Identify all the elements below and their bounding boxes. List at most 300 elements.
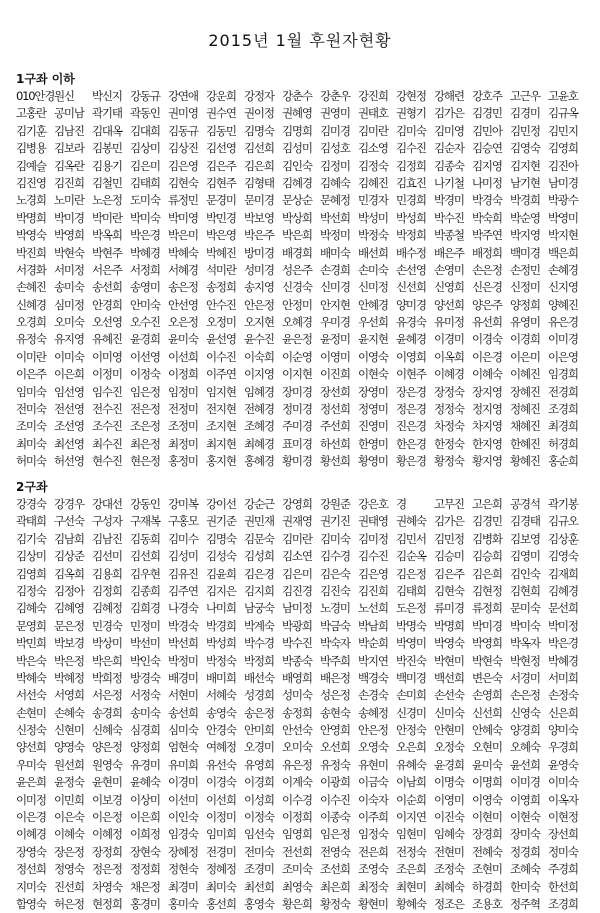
- donor-name: 양미경: [396, 297, 426, 312]
- donor-name: 유미정: [434, 315, 464, 330]
- donor-name: 이남희: [396, 775, 426, 790]
- donor-name: 우미경: [320, 315, 350, 330]
- donor-name: 곽동인: [130, 106, 160, 121]
- donor-name: 김민지: [548, 123, 578, 138]
- donor-name: 정정희: [130, 862, 160, 877]
- donor-name: 김경민: [472, 514, 502, 529]
- donor-name: 임혜경: [244, 384, 274, 399]
- section-heading-1: 1구좌 이하: [16, 72, 75, 86]
- donor-name: 박미영: [168, 210, 198, 225]
- donor-name: 곽기봉: [548, 497, 578, 511]
- donor-name: 이수진: [320, 792, 350, 807]
- donor-name: 이지연: [396, 810, 426, 825]
- donor-name: 박옥자: [510, 636, 540, 651]
- donor-name: 박미숙: [510, 618, 540, 633]
- donor-name: 최혜경: [244, 436, 274, 451]
- donor-name: 석미란: [206, 262, 236, 277]
- donor-name: 이정희: [282, 810, 312, 825]
- donor-name: 신혜숙: [92, 723, 122, 738]
- donor-name: 김옥희: [54, 566, 84, 581]
- donor-name: 김은희: [244, 158, 274, 173]
- donor-name: 김남희: [54, 531, 84, 546]
- donor-name: 김주연: [168, 583, 198, 598]
- donor-name: 곽태희: [16, 514, 46, 529]
- donor-name: 박보경: [54, 636, 84, 651]
- donor-name: 안혜숙: [472, 723, 502, 738]
- donor-name: 유경숙: [396, 315, 426, 330]
- donor-name: 차지영: [472, 419, 502, 434]
- donor-name: 성은정: [320, 688, 350, 703]
- donor-name: 정선희: [320, 402, 350, 417]
- donor-name: 김혜영: [54, 601, 84, 616]
- donor-name: 이선희: [206, 792, 236, 807]
- donor-name: 임선숙: [244, 827, 274, 842]
- donor-name: 김동규: [168, 123, 198, 138]
- donor-name: 차정숙: [434, 419, 464, 434]
- donor-name: 박신지: [92, 89, 122, 103]
- donor-name: 최현미: [396, 879, 426, 894]
- donor-name: 박영미: [396, 636, 426, 651]
- donor-name: 김용희: [92, 566, 122, 581]
- donor-name: 김상준: [54, 549, 84, 564]
- donor-name: 정영숙: [54, 862, 84, 877]
- donor-name: 김남진: [54, 123, 84, 138]
- page-title: 2015년 1월 후원자현황: [208, 31, 392, 50]
- donor-name: 배수정: [396, 245, 426, 260]
- donor-name: 박숙자: [320, 636, 350, 651]
- donor-name: 진영미: [358, 419, 388, 434]
- donor-name: 변은숙: [472, 670, 502, 685]
- donor-name: 김옥란: [54, 158, 84, 173]
- donor-name: 김동민: [206, 123, 236, 138]
- donor-name: 조정미: [168, 419, 198, 434]
- donor-name: 주선희: [320, 419, 350, 434]
- donor-name: 이은영: [548, 349, 578, 364]
- donor-name: 이주희: [358, 810, 388, 825]
- donor-name: 박선미: [130, 636, 160, 651]
- donor-name: 백은희: [548, 245, 578, 260]
- donor-name: 김예슬: [16, 158, 46, 173]
- donor-name: 이현정: [548, 810, 578, 825]
- donor-name: 안수진: [206, 297, 236, 312]
- donor-name: 강현정: [396, 89, 426, 103]
- donor-name: 안미희: [244, 723, 274, 738]
- donor-name: 이은미: [510, 349, 540, 364]
- donor-name: 김수진: [396, 141, 426, 156]
- donor-name: 전경희: [548, 384, 578, 399]
- donor-name: 한영미: [358, 436, 388, 451]
- donor-name: 이경미: [168, 775, 198, 790]
- donor-name: 박정희: [396, 228, 426, 243]
- donor-name: 이보경: [92, 792, 122, 807]
- donor-name: 서혜숙: [206, 688, 236, 703]
- donor-name: 남미경: [548, 175, 578, 190]
- donor-name: 유혜진: [92, 332, 122, 347]
- donor-name: 임혜숙: [434, 827, 464, 842]
- donor-name: 서정희: [130, 262, 160, 277]
- donor-name: 김수경: [320, 549, 350, 564]
- donor-name: 문혜정: [320, 193, 350, 208]
- donor-name: 최경미: [168, 879, 198, 894]
- donor-name: 함영숙: [16, 896, 46, 911]
- donor-name: 한혜진: [510, 436, 540, 451]
- donor-name: 강춘우: [320, 89, 350, 103]
- donor-name: 배경희: [282, 245, 312, 260]
- donor-name: 강춘수: [282, 89, 312, 103]
- donor-name: 김지은: [206, 583, 236, 598]
- donor-name: 손선영: [396, 262, 426, 277]
- donor-name: 이숙자: [358, 792, 388, 807]
- donor-name: 권태영: [358, 514, 388, 529]
- donor-name: 조영숙: [358, 862, 388, 877]
- donor-name: 정미경: [282, 402, 312, 417]
- donor-name: 최영숙: [282, 879, 312, 894]
- donor-name: 안혜경: [358, 297, 388, 312]
- donor-name: 송경희: [92, 705, 122, 720]
- donor-name: 조미숙: [16, 419, 46, 434]
- donor-name: 박민희: [16, 636, 46, 651]
- donor-name: 장영미: [358, 384, 388, 399]
- donor-name: 박계숙: [244, 618, 274, 633]
- donor-name: 배선숙: [244, 670, 274, 685]
- donor-name: 최선희: [244, 879, 274, 894]
- donor-name: 김상진: [168, 141, 198, 156]
- donor-name: 우선희: [358, 315, 388, 330]
- donor-name: 안지현: [320, 297, 350, 312]
- donor-name: 정현숙: [168, 862, 198, 877]
- donor-name: 현정희: [92, 896, 122, 911]
- donor-name: 박주연: [472, 228, 502, 243]
- donor-name: 김영미: [510, 549, 540, 564]
- donor-name: 안경숙: [206, 723, 236, 738]
- donor-name: 안정미: [282, 297, 312, 312]
- donor-name: 박혜경: [130, 245, 160, 260]
- donor-name: 김기훈: [16, 123, 46, 138]
- donor-name: 양선희: [434, 297, 464, 312]
- donor-name: 나기철: [434, 175, 464, 190]
- donor-name: 오은정: [168, 315, 198, 330]
- donor-name: 황미경: [282, 454, 312, 469]
- donor-name: 신혜경: [16, 297, 46, 312]
- donor-name: 이영희: [510, 792, 540, 807]
- donor-name: 김미숙: [320, 531, 350, 546]
- donor-name: 전은희: [358, 844, 388, 859]
- donor-name: 박현숙: [54, 245, 84, 260]
- donor-name: 김동희: [130, 531, 160, 546]
- donor-name: 강진희: [358, 89, 388, 103]
- donor-name: 남궁숙: [244, 601, 274, 616]
- donor-name: 강은호: [358, 497, 388, 511]
- donor-name: 윤지현: [358, 332, 388, 347]
- donor-name: 홍혜경: [244, 454, 274, 469]
- donor-name: 조선희: [320, 862, 350, 877]
- donor-name: 김용기: [92, 158, 122, 173]
- donor-name: 최혜숙: [434, 879, 464, 894]
- donor-name: 김선영: [206, 141, 236, 156]
- donor-name: 신은경: [472, 280, 502, 295]
- donor-name: 박경미: [434, 193, 464, 208]
- donor-name: 한선희: [548, 879, 578, 894]
- donor-name: 이미숙: [548, 775, 578, 790]
- donor-name: 전혜경: [244, 402, 274, 417]
- donor-name: 경: [396, 497, 406, 511]
- donor-name: 윤은정: [282, 332, 312, 347]
- donor-name: 장영숙: [16, 844, 46, 859]
- donor-name: 오미숙: [282, 740, 312, 755]
- donor-name: 장미경: [282, 384, 312, 399]
- donor-name: 이현주: [396, 367, 426, 382]
- donor-name: 박광희: [282, 618, 312, 633]
- donor-name: 송정희: [206, 280, 236, 295]
- donor-name: 김승미: [434, 549, 464, 564]
- donor-name: 김미란: [282, 531, 312, 546]
- donor-name: 성은주: [282, 262, 312, 277]
- donor-name: 황혜숙: [396, 896, 426, 911]
- donor-name: 오지현: [244, 315, 274, 330]
- donor-name: 지미숙: [16, 879, 46, 894]
- donor-name: 오영숙: [358, 740, 388, 755]
- donor-name: 배은정: [320, 670, 350, 685]
- donor-name: 권민재: [244, 514, 274, 529]
- donor-name: 이혜경: [434, 367, 464, 382]
- donor-name: 박현정: [510, 653, 540, 668]
- donor-name: 강운희: [206, 89, 236, 103]
- donor-name: 노경미: [320, 601, 350, 616]
- donor-name: 박은주: [244, 228, 274, 243]
- donor-name: 권기진: [320, 514, 350, 529]
- donor-name: 장선희: [548, 827, 578, 842]
- donor-name: 나미정: [472, 175, 502, 190]
- donor-name: 방경숙: [130, 670, 160, 685]
- donor-name: 전미숙: [16, 402, 46, 417]
- donor-name: 민경희: [396, 193, 426, 208]
- donor-name: 신정숙: [16, 723, 46, 738]
- donor-name: 김은영: [358, 566, 388, 581]
- donor-name: 이계숙: [282, 775, 312, 790]
- donor-name: 김혜정: [92, 601, 122, 616]
- donor-name: 김은주: [434, 566, 464, 581]
- donor-name: 전수진: [92, 402, 122, 417]
- donor-name: 김규오: [548, 514, 578, 529]
- donor-name: 최지현: [206, 436, 236, 451]
- donor-name: 안정숙: [396, 723, 426, 738]
- donor-name: 전미숙: [244, 844, 274, 859]
- donor-name: 김상미: [130, 141, 160, 156]
- donor-name: 이옥자: [548, 792, 578, 807]
- donor-name: 박지연: [358, 653, 388, 668]
- donor-name: 박민경: [206, 210, 236, 225]
- donor-name: 김진경: [282, 583, 312, 598]
- donor-name: 이명숙: [434, 775, 464, 790]
- donor-name: 전혜숙: [472, 844, 502, 859]
- donor-name: 이정미: [206, 810, 236, 825]
- donor-name: 김민서: [396, 531, 426, 546]
- donor-name: 유혜숙: [396, 757, 426, 772]
- donor-name: 이금숙: [358, 775, 388, 790]
- donor-name: 박순영: [510, 210, 540, 225]
- donor-name: 신현미: [54, 723, 84, 738]
- donor-name: 배미숙: [320, 245, 350, 260]
- donor-name: 강대선: [92, 497, 122, 511]
- donor-name: 김은정: [396, 566, 426, 581]
- donor-name: 김진희: [54, 175, 84, 190]
- donor-name: 김미경: [320, 123, 350, 138]
- donor-name: 박현주: [92, 245, 122, 260]
- donor-name: 조선영: [54, 419, 84, 434]
- donor-name: 김가은: [434, 514, 464, 529]
- donor-name: 송선희: [168, 705, 198, 720]
- donor-name: 고근우: [510, 89, 540, 103]
- donor-name: 신정미: [510, 280, 540, 295]
- donor-name: 양혜진: [548, 297, 578, 312]
- donor-name: 박상희: [282, 210, 312, 225]
- donor-name: 김성희: [244, 549, 274, 564]
- donor-name: 허경희: [548, 436, 578, 451]
- donor-name: 조은희: [396, 862, 426, 877]
- donor-name: 조수진: [92, 419, 122, 434]
- donor-name: 우경희: [548, 740, 578, 755]
- donor-name: 김혜숙: [16, 601, 46, 616]
- donor-name: 손현미: [16, 705, 46, 720]
- donor-name: 류미경: [434, 601, 464, 616]
- donor-name: 이경희: [244, 775, 274, 790]
- donor-name: 차영숙: [92, 879, 122, 894]
- donor-name: 전현미: [434, 844, 464, 859]
- donor-name: 안선영: [168, 297, 198, 312]
- donor-name: 하경희: [472, 879, 502, 894]
- donor-name: 정조은: [434, 896, 464, 911]
- donor-name: 장현숙: [130, 844, 160, 859]
- donor-name: 한정숙: [434, 436, 464, 451]
- donor-name: 문미숙: [510, 601, 540, 616]
- donor-name: 유현미: [358, 757, 388, 772]
- donor-name: 박명희: [434, 618, 464, 633]
- donor-name: 박성미: [358, 210, 388, 225]
- donor-name: 심미정: [54, 297, 84, 312]
- donor-name: 원영숙: [92, 757, 122, 772]
- donor-name: 신선희: [396, 280, 426, 295]
- donor-name: 조용호: [472, 896, 502, 911]
- donor-name: 손미숙: [358, 262, 388, 277]
- donor-name: 장경희: [472, 827, 502, 842]
- donor-name: 손선숙: [434, 688, 464, 703]
- donor-name: 김보라: [54, 141, 84, 156]
- donor-name: 이민희: [54, 792, 84, 807]
- donor-name: 박지현: [548, 228, 578, 243]
- donor-name: 김정희: [92, 583, 122, 598]
- donor-name: 안미숙: [130, 297, 160, 312]
- donor-name: 강동인: [130, 497, 160, 511]
- donor-name: 장혜진: [510, 384, 540, 399]
- donor-name: 임경희: [548, 367, 578, 382]
- donor-name: 서경화: [16, 262, 46, 277]
- donor-name: 전정미: [168, 402, 198, 417]
- donor-name: 김순자: [434, 141, 464, 156]
- donor-name: 문미경: [244, 193, 274, 208]
- donor-name: 김인숙: [510, 566, 540, 581]
- donor-name: 이광희: [320, 775, 350, 790]
- donor-name: 홍미숙: [168, 896, 198, 911]
- donor-name: 김성미: [168, 549, 198, 564]
- donor-name: 임은정: [130, 384, 160, 399]
- donor-name: 김우현: [130, 566, 160, 581]
- donor-name: 이미경: [510, 775, 540, 790]
- donor-name: 김승희: [472, 549, 502, 564]
- donor-name: 윤영숙: [548, 757, 578, 772]
- donor-name: 김희경: [130, 601, 160, 616]
- donor-name: 이현숙: [358, 367, 388, 382]
- donor-name: 박미란: [92, 210, 122, 225]
- donor-name: 김정숙: [358, 158, 388, 173]
- donor-name: 박금숙: [320, 618, 350, 633]
- donor-name: 김성숙: [206, 549, 236, 564]
- donor-name: 김영숙: [548, 549, 578, 564]
- donor-name: 배정희: [472, 245, 502, 260]
- donor-name: 손경희: [320, 262, 350, 277]
- donor-name: 정은경: [396, 402, 426, 417]
- donor-name: 김민아: [472, 123, 502, 138]
- donor-name: 이은주: [16, 367, 46, 382]
- donor-name: 김선희: [244, 141, 274, 156]
- donor-name: 구홍모: [168, 514, 198, 529]
- donor-name: 오수진: [130, 315, 160, 330]
- donor-name: 김현주: [206, 175, 236, 190]
- donor-name: 이종숙: [320, 810, 350, 825]
- donor-name: 김병용: [16, 141, 46, 156]
- donor-name: 임정숙: [358, 827, 388, 842]
- donor-name: 윤은희: [16, 775, 46, 790]
- donor-name: 배미희: [206, 670, 236, 685]
- donor-name: 김은경: [244, 566, 274, 581]
- donor-name: 전선희: [282, 844, 312, 859]
- donor-name: 황선희: [320, 454, 350, 469]
- donor-name: 박미정: [548, 618, 578, 633]
- donor-name: 강영희: [282, 497, 312, 511]
- donor-name: 서선숙: [16, 688, 46, 703]
- donor-name: 이정희: [168, 367, 198, 382]
- donor-name: 원신: [54, 89, 74, 103]
- donor-name: 양영숙: [54, 740, 84, 755]
- donor-name: 박순희: [358, 636, 388, 651]
- donor-name: 윤경희: [130, 332, 160, 347]
- donor-name: 박영숙: [16, 228, 46, 243]
- donor-name: 이미란: [16, 349, 46, 364]
- donor-name: 황영미: [358, 454, 388, 469]
- donor-name: 권미영: [168, 106, 198, 121]
- donor-name: 윤혜숙: [130, 775, 160, 790]
- donor-name: 박지영: [510, 228, 540, 243]
- donor-name: 오미숙: [54, 315, 84, 330]
- donor-name: 김선미: [92, 549, 122, 564]
- donor-name: 박숙희: [472, 210, 502, 225]
- donor-name: 김정아: [54, 583, 84, 598]
- donor-name: 박은희: [92, 653, 122, 668]
- donor-name: 윤정미: [320, 332, 350, 347]
- donor-name: 박진숙: [396, 653, 426, 668]
- donor-name: 이미영: [92, 349, 122, 364]
- donor-name: 김형태: [244, 175, 274, 190]
- donor-name: 박옥희: [92, 228, 122, 243]
- donor-name: 이성희: [244, 792, 274, 807]
- donor-name: 정혜정: [206, 862, 236, 877]
- donor-name: 서은정: [92, 688, 122, 703]
- donor-name: 강경우: [54, 497, 84, 511]
- donor-name: 김상미: [16, 549, 46, 564]
- donor-name: 박진희: [16, 245, 46, 260]
- donor-name: 김영희: [548, 141, 578, 156]
- donor-name: 이현미: [472, 810, 502, 825]
- donor-name: 오혜숙: [510, 740, 540, 755]
